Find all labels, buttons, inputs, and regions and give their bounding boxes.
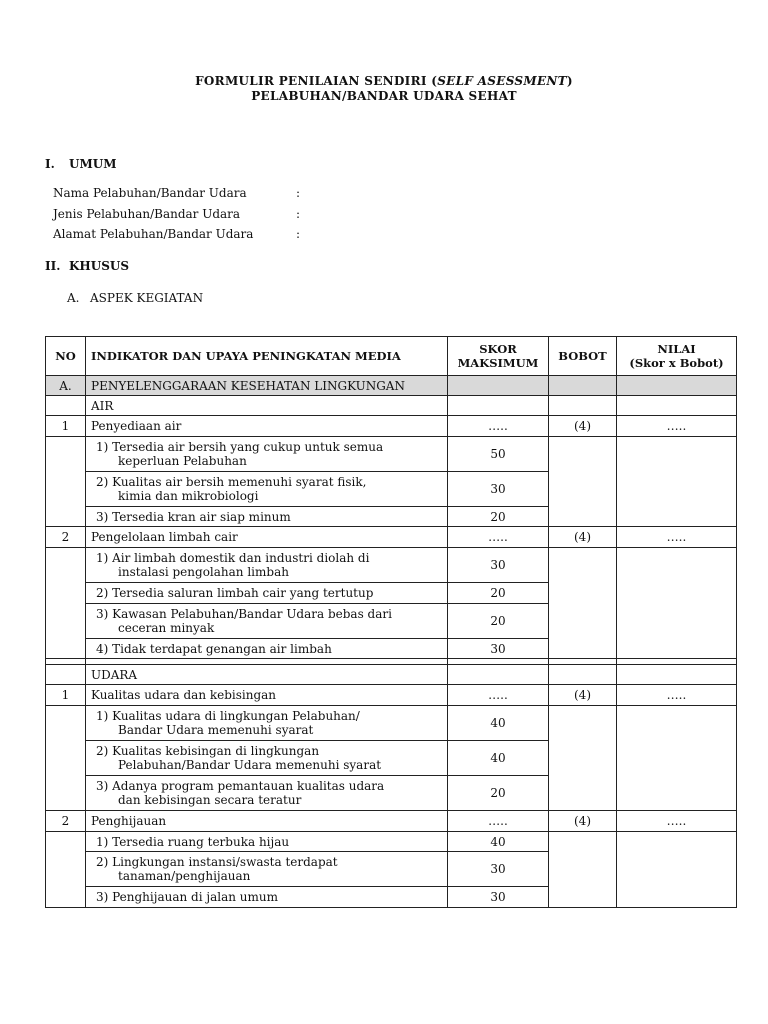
field-jenis-colon: : (296, 207, 301, 221)
header-nilai: NILAI (Skor x Bobot) (617, 337, 737, 376)
table-row: 2) Kualitas air bersih memenuhi syarat fisik, kimia dan mikrobiologi 30 (46, 472, 737, 507)
table-row: 3) Kawasan Pelabuhan/Bandar Udara bebas dari ceceran minyak 20 (46, 604, 737, 639)
field-alamat-colon: : (296, 227, 301, 241)
form-title: FORMULIR PENILAIAN SENDIRI (SELF ASESSMENT) (195, 74, 573, 88)
section-a-no: A. (46, 376, 86, 396)
table-row: 1) Air limbah domestik dan industri diolah di instalasi pengolahan limbah 30 (46, 548, 737, 583)
section-umum: I. UMUM (45, 157, 117, 171)
table-row: 2) Tersedia saluran limbah cair yang tertutup 20 (46, 583, 737, 604)
header-skor: SKOR MAKSIMUM (448, 337, 549, 376)
header-indikator: INDIKATOR DAN UPAYA PENINGKATAN MEDIA (86, 337, 448, 376)
table-row: 3) Adanya program pemantauan kualitas udara dan kebisingan secara teratur 20 (46, 776, 737, 811)
table-row: 2 Pengelolaan limbah cair ….. (4) ….. (46, 527, 737, 548)
air-heading-row (46, 396, 737, 416)
table-row: 3) Tersedia kran air siap minum 20 (46, 507, 737, 527)
form-subtitle: PELABUHAN/BANDAR UDARA SEHAT (251, 89, 517, 103)
table-row: 4) Tidak terdapat genangan air limbah 30 (46, 639, 737, 659)
table-row: 1) Tersedia ruang terbuka hijau 40 (46, 832, 737, 852)
header-no: NO (46, 337, 86, 376)
table-row: 2 Penghijauan ….. (4) ….. (46, 811, 737, 832)
field-alamat-label: Alamat Pelabuhan/Bandar Udara (53, 227, 254, 241)
table-header-row (46, 337, 737, 376)
header-bobot: BOBOT (549, 337, 617, 376)
table-row: 1) Tersedia air bersih yang cukup untuk semua keperluan Pelabuhan 50 (46, 437, 737, 472)
subsection-aspek-kegiatan: A. ASPEK KEGIATAN (67, 291, 204, 305)
section-a-label: PENYELENGGARAAN KESEHATAN LINGKUNGAN (86, 376, 448, 396)
table-row: 1 Penyediaan air ….. (4) ….. (46, 416, 737, 437)
table-row: 3) Penghijauan di jalan umum 30 (46, 887, 737, 908)
udara-heading: UDARA (86, 665, 448, 685)
table-row: 2) Lingkungan instansi/swasta terdapat tanaman/penghijauan 30 (46, 852, 737, 887)
field-jenis-label: Jenis Pelabuhan/Bandar Udara (53, 207, 241, 221)
field-nama-label: Nama Pelabuhan/Bandar Udara (53, 186, 247, 200)
section-a-row (46, 376, 737, 396)
field-nama-colon: : (296, 186, 301, 200)
table-row: 1 Kualitas udara dan kebisingan ….. (4) ….. (46, 685, 737, 706)
udara-heading-row (46, 665, 737, 685)
air-heading: AIR (86, 396, 448, 416)
section-khusus: II. KHUSUS (45, 259, 130, 273)
table-row: 1) Kualitas udara di lingkungan Pelabuhan/ Bandar Udara memenuhi syarat 40 (46, 706, 737, 741)
assessment-table (45, 336, 737, 908)
table-row: 2) Kualitas kebisingan di lingkungan Pelabuhan/Bandar Udara memenuhi syarat 40 (46, 741, 737, 776)
